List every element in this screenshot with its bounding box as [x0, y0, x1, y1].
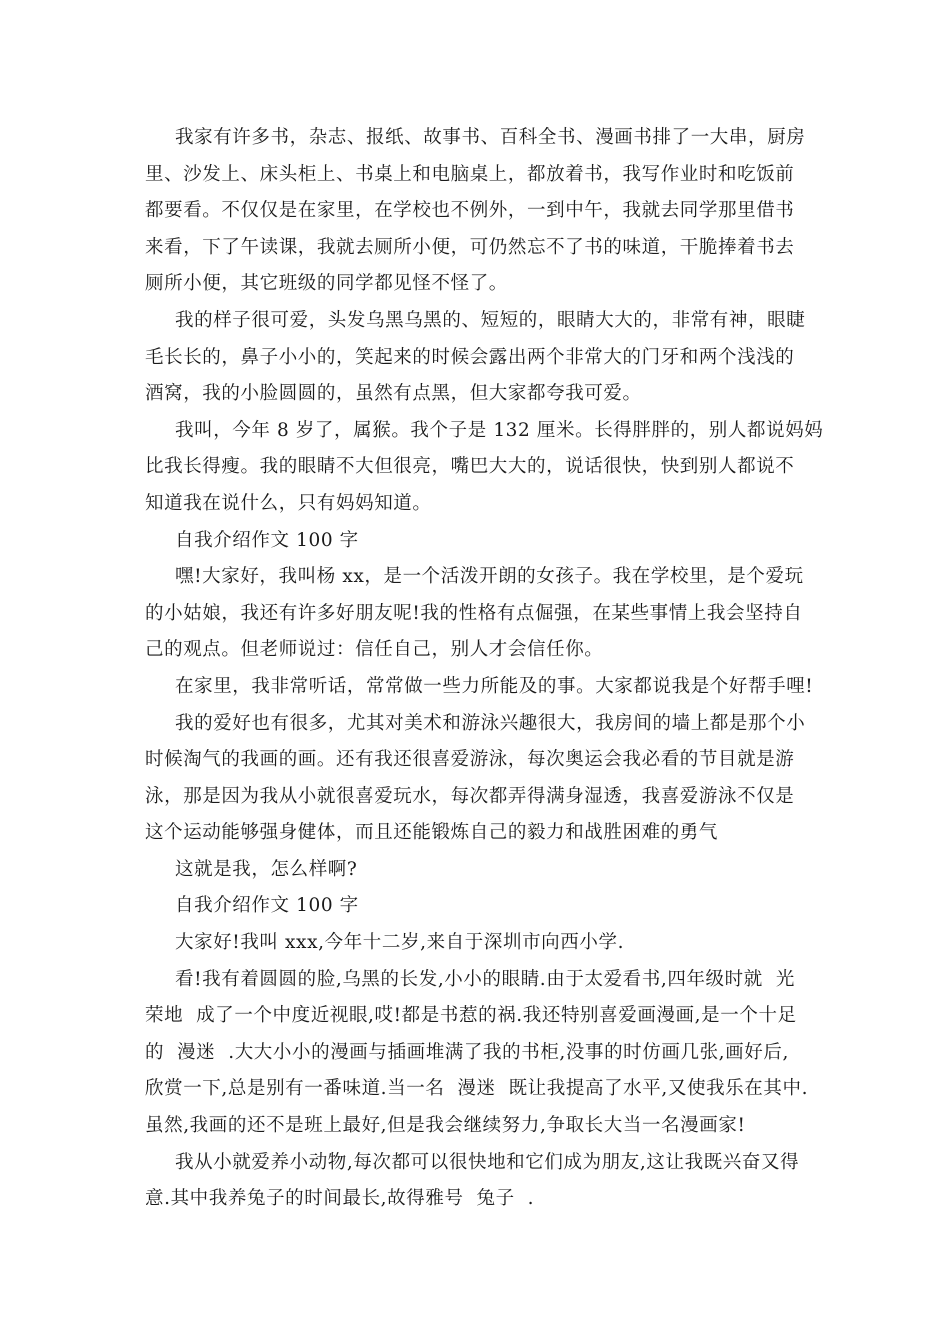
text-line: 时候淘气的我画的画。还有我还很喜爱游泳，每次奥运会我必看的节目就是游	[145, 749, 795, 771]
text-line: 在家里，我非常听话，常常做一些力所能及的事。大家都说我是个好帮手哩!	[175, 675, 814, 697]
text-line: 虽然,我画的还不是班上最好,但是我会继续努力,争取长大当一名漫画家!	[145, 1115, 746, 1137]
text-line: 毛长长的，鼻子小小的，笑起来的时候会露出两个非常大的门牙和两个浅浅的	[145, 346, 795, 368]
text-line: 比我长得瘦。我的眼睛不大但很亮，嘴巴大大的，说话很快，快到别人都说不	[145, 456, 795, 478]
text-line: 己的观点。但老师说过：信任自己，别人才会信任你。	[145, 639, 604, 661]
text-line: 大家好!我叫 xxx,今年十二岁,来自于深圳市向西小学.	[175, 932, 625, 954]
text-line: 嘿!大家好，我叫杨 xx，是一个活泼开朗的女孩子。我在学校里，是个爱玩	[175, 566, 804, 588]
section-heading: 自我介绍作文 100 字	[175, 529, 359, 551]
text-line: 来看，下了午读课，我就去厕所小便，可仍然忘不了书的味道，干脆捧着书去	[145, 236, 795, 258]
text-line: 意.其中我养兔子的时间最长,故得雅号 兔子 .	[145, 1188, 535, 1210]
text-line: 欣赏一下,总是别有一番味道.当一名 漫迷 既让我提高了水平,又使我乐在其中.	[145, 1078, 809, 1100]
text-line: 这个运动能够强身健体，而且还能锻炼自己的毅力和战胜困难的勇气	[145, 822, 719, 844]
text-line: 我的爱好也有很多，尤其对美术和游泳兴趣很大，我房间的墙上都是那个小	[175, 712, 806, 734]
text-line: 的小姑娘，我还有许多好朋友呢!我的性格有点倔强，在某些事情上我会坚持自	[145, 602, 803, 624]
text-line: 我家有许多书，杂志、报纸、故事书、百科全书、漫画书排了一大串，厨房	[175, 127, 806, 148]
text-line: 酒窝，我的小脸圆圆的，虽然有点黑，但大家都夸我可爱。	[145, 383, 642, 405]
text-line: 荣地 成了一个中度近视眼,哎!都是书惹的祸.我还特别喜爱画漫画,是一个十足	[145, 1005, 797, 1027]
text-line: 里、沙发上、床头柜上、书桌上和电脑桌上，都放着书，我写作业时和吃饭前	[145, 163, 795, 185]
text-line: 这就是我，怎么样啊?	[175, 858, 358, 880]
text-line: 我从小就爱养小动物,每次都可以很快地和它们成为朋友,这让我既兴奋又得	[175, 1151, 800, 1173]
section-heading: 自我介绍作文 100 字	[175, 895, 359, 917]
text-line: 厕所小便，其它班级的同学都见怪不怪了。	[145, 273, 508, 295]
text-line: 的 漫迷 .大大小小的漫画与插画堆满了我的书柜,没事的时仿画几张,画好后,	[145, 1041, 789, 1063]
text-line: 我叫，今年 8 岁了，属猴。我个子是 132 厘米。长得胖胖的，别人都说妈妈	[175, 419, 824, 441]
text-line: 看!我有着圆圆的脸,乌黑的长发,小小的眼睛.由于太爱看书,四年级时就 光	[175, 968, 795, 990]
text-line: 都要看。不仅仅是在家里，在学校也不例外，一到中午，我就去同学那里借书	[145, 200, 795, 222]
text-line: 知道我在说什么，只有妈妈知道。	[145, 492, 432, 514]
document-body	[145, 120, 824, 1218]
text-line: 泳，那是因为我从小就很喜爱玩水，每次都弄得满身湿透，我喜爱游泳不仅是	[145, 785, 795, 807]
text-line: 我的样子很可爱，头发乌黑乌黑的、短短的，眼睛大大的，非常有神，眼睫	[175, 309, 806, 331]
